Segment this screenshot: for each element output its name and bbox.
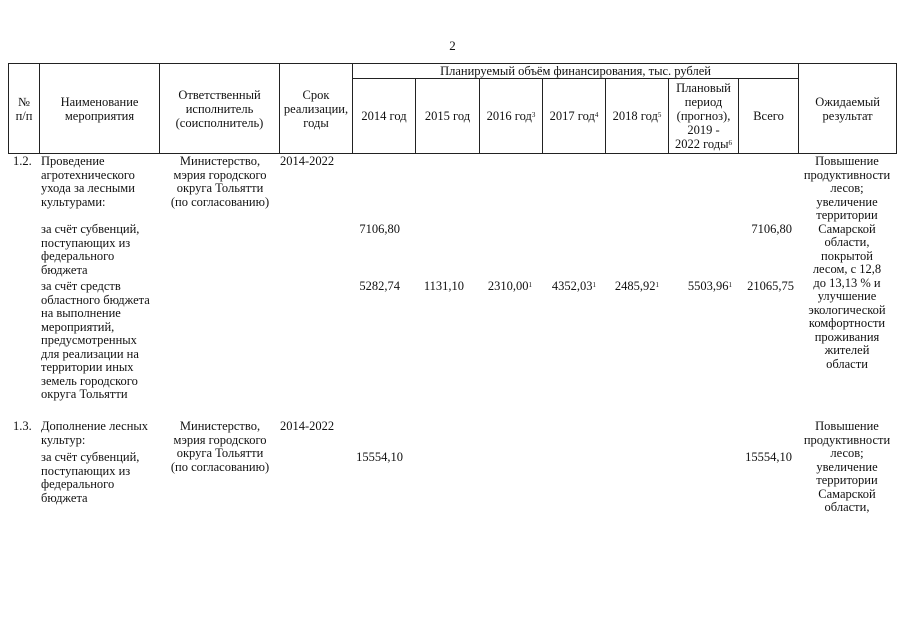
header-term: Срок реализации, годы xyxy=(280,64,353,154)
row-1-2-sub2-2017: 4352,03$^1$ xyxy=(551,279,596,293)
header-plan-period: Плановый период (прогноз), 2019 - 2022 годы$^6$ xyxy=(669,79,739,154)
header-no: № п/п xyxy=(9,64,40,154)
header-result: Ожидаемый результат xyxy=(799,64,897,154)
header-funding-group: Планируемый объём финансирования, тыс. рублей xyxy=(353,64,799,79)
header-responsible: Ответственный исполнитель (соисполнитель) xyxy=(160,64,280,154)
header-year-2015: 2015 год xyxy=(416,79,480,154)
row-1-2-sub2-2016: 2310,00$^1$ xyxy=(487,279,532,293)
row-1-2-number: 1.2. xyxy=(13,154,32,168)
row-1-3-sub1-2014: 15554,10 xyxy=(356,450,403,464)
header-total: Всего xyxy=(739,79,799,154)
row-1-3-sub1-label: за счёт субвенций, поступающих из федерального бюджета xyxy=(41,450,140,505)
row-1-2-result: Повышение продуктивности лесов; увеличение территории Самарской области, покрытой лесом, с 12,8 до 13,13 % и улучшение экологической комфортности проживания жителей области xyxy=(803,154,891,371)
row-1-2-sub2-label: за счёт средств областного бюджета на выполнение мероприятий, предусмотренных для реализации на территории иных земель городского округа Тольятти xyxy=(41,279,150,401)
row-1-3-term: 2014-2022 xyxy=(280,419,335,433)
header-year-2016: 2016 год$^3$ xyxy=(480,79,543,154)
row-1-2-term: 2014-2022 xyxy=(280,154,335,168)
row-1-2-sub2-2014: 5282,74 xyxy=(359,279,400,293)
table-header xyxy=(8,63,897,154)
page-number: 2 xyxy=(449,38,456,53)
row-1-2-title: Проведение агротехнического ухода за лесными культурами: xyxy=(41,154,135,209)
row-1-2-sub1-2014: 7106,80 xyxy=(359,222,400,236)
row-1-2-responsible: Министерство, мэрия городского округа Тольятти (по согласованию) xyxy=(170,154,270,209)
row-1-3-result: Повышение продуктивности лесов; увеличение территории Самарской области, xyxy=(803,419,891,514)
row-1-2-sub1-total: 7106,80 xyxy=(751,222,792,236)
row-1-2-sub2-2018: 2485,92$^1$ xyxy=(614,279,659,293)
header-year-2018: 2018 год$^5$ xyxy=(606,79,669,154)
row-1-3-sub1-total: 15554,10 xyxy=(745,450,792,464)
row-1-3-responsible: Министерство, мэрия городского округа Тольятти (по согласованию) xyxy=(170,419,270,474)
header-name: Наименование мероприятия xyxy=(40,64,160,154)
row-1-2-sub1-label: за счёт субвенций, поступающих из федерального бюджета xyxy=(41,222,140,277)
header-year-2017: 2017 год$^4$ xyxy=(543,79,606,154)
row-1-2-sub2-2015: 1131,10 xyxy=(423,279,464,293)
row-1-2-sub2-plan: 5503,96$^1$ xyxy=(687,279,732,293)
row-1-2-sub2-total: 21065,75 xyxy=(747,279,794,293)
row-1-3-number: 1.3. xyxy=(13,419,32,433)
header-year-2014: 2014 год xyxy=(353,79,416,154)
row-1-3-title: Дополнение лесных культур: xyxy=(41,419,149,447)
